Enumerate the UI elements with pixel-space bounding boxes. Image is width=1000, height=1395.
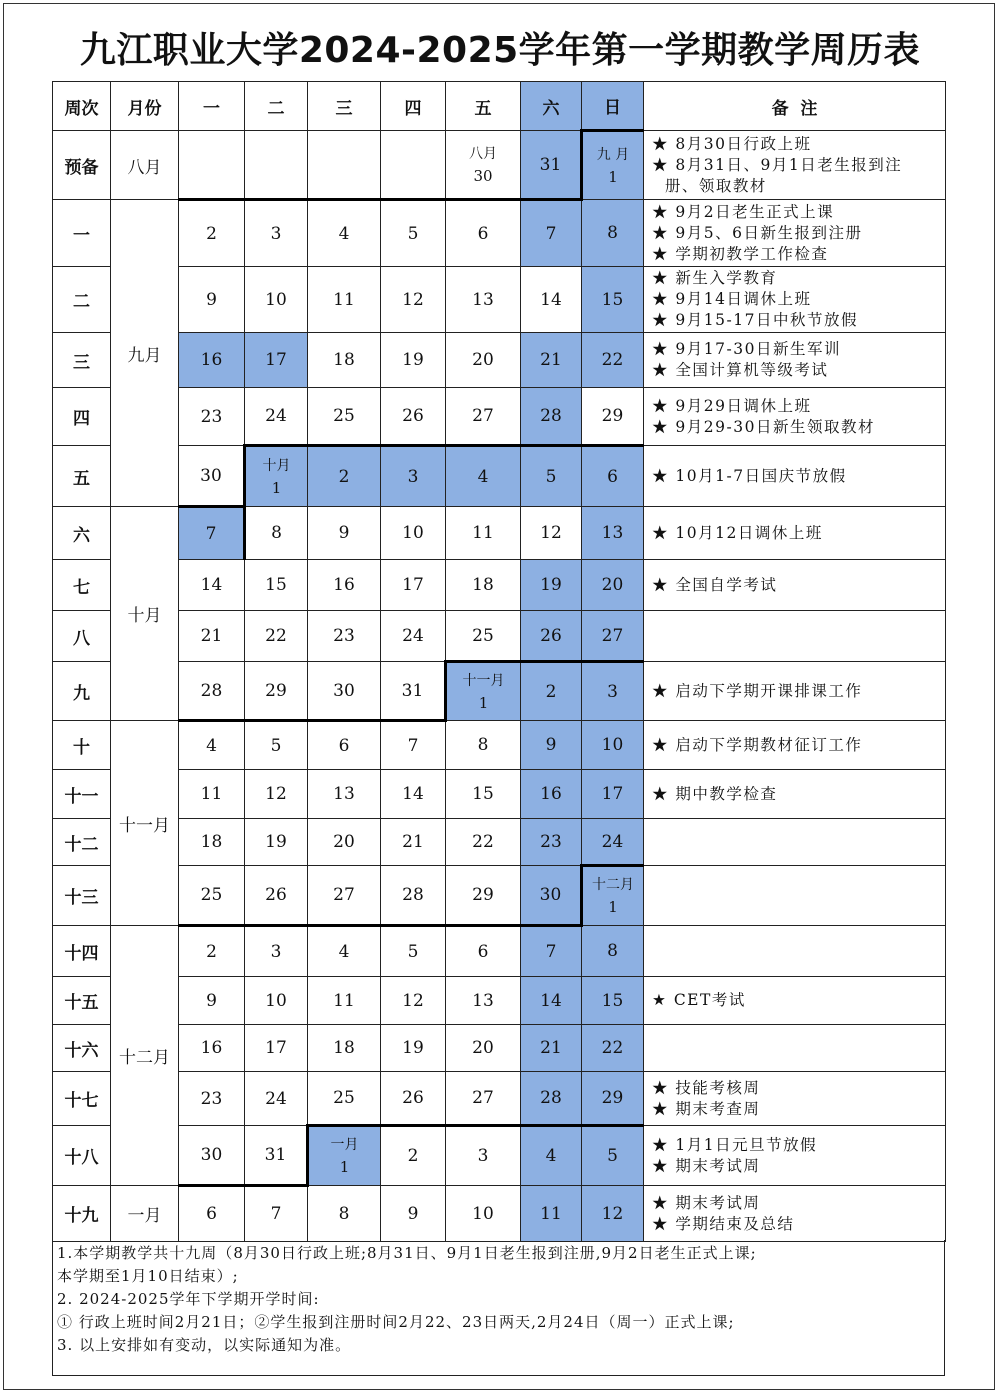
month-start-label: 九 月 [596, 146, 630, 163]
remarks-cell [644, 200, 946, 267]
day-number: 1 [608, 898, 618, 916]
header-row [53, 82, 946, 131]
remarks-cell [644, 662, 946, 721]
week-row [53, 1025, 946, 1072]
week-row [53, 926, 946, 977]
week-row [53, 267, 946, 333]
day-cell: 3 [582, 662, 644, 721]
remark-item: ★ 1月1日元旦节放假 [652, 1135, 818, 1154]
day-number: 1 [339, 1158, 350, 1176]
remarks-cell [644, 333, 946, 388]
remark-item: ★ 全国计算机等级考试 [652, 361, 829, 379]
remark-item: ★ 新生入学教育 [652, 269, 778, 287]
week-row [53, 819, 946, 866]
day-cell: 12 [381, 267, 446, 333]
day-cell: 5 [381, 200, 446, 267]
day-cell: 27 [446, 388, 521, 446]
day-cell: 31 [521, 131, 582, 200]
week-label: 八 [53, 611, 111, 662]
day-cell: 10 [381, 507, 446, 560]
remark-item: ★ 9月2日老生正式上课 [652, 202, 835, 221]
day-cell [582, 131, 644, 200]
day-cell: 16 [179, 333, 245, 388]
week-label: 十 [53, 721, 111, 770]
day-cell [245, 131, 308, 200]
day-cell: 31 [245, 1126, 308, 1186]
day-cell: 14 [521, 977, 582, 1025]
day-cell: 5 [381, 926, 446, 977]
day-cell: 4 [179, 721, 245, 770]
day-cell: 10 [245, 977, 308, 1025]
day-cell: 9 [308, 507, 381, 560]
day-cell: 11 [308, 267, 381, 333]
month-start-label: 十一月 [462, 672, 505, 689]
day-cell: 10 [245, 267, 308, 333]
week-label: 九 [53, 662, 111, 721]
day-cell: 26 [381, 388, 446, 446]
remark-item: ★ 启动下学期教材征订工作 [652, 735, 863, 754]
month-start-label: 一月 [330, 1137, 359, 1153]
day-cell: 30 [521, 866, 582, 926]
day-cell: 30 [308, 662, 381, 721]
remark-item: ★ CET考试 [652, 991, 746, 1009]
day-cell: 28 [179, 662, 245, 721]
remarks-cell [644, 507, 946, 560]
header-tue: 二 [245, 82, 308, 131]
day-cell: 8 [582, 926, 644, 977]
remarks-cell [644, 770, 946, 819]
remarks-cell [644, 1025, 946, 1072]
day-cell: 18 [308, 333, 381, 388]
week-label: 六 [53, 507, 111, 560]
day-cell: 7 [521, 200, 582, 267]
day-cell: 19 [245, 819, 308, 866]
day-cell: 9 [381, 1186, 446, 1242]
week-row [53, 721, 946, 770]
day-cell: 25 [446, 611, 521, 662]
remarks-cell [644, 388, 946, 446]
day-number: 1 [478, 693, 489, 712]
month-label: 十月 [111, 507, 179, 721]
day-cell: 5 [582, 1126, 644, 1186]
day-cell: 13 [582, 507, 644, 560]
week-row [53, 507, 946, 560]
day-cell: 24 [245, 388, 308, 446]
day-cell: 24 [582, 819, 644, 866]
day-cell: 30 [179, 446, 245, 507]
day-cell: 4 [308, 926, 381, 977]
week-row [53, 1186, 946, 1242]
remark-item: ★ 期中教学检查 [652, 784, 778, 803]
week-row [53, 560, 946, 611]
day-cell: 29 [582, 388, 644, 446]
day-cell: 3 [245, 200, 308, 267]
week-label: 十三 [53, 866, 111, 926]
day-cell: 22 [446, 819, 521, 866]
day-cell: 15 [446, 770, 521, 819]
day-cell: 27 [446, 1072, 521, 1126]
day-number: 30 [473, 166, 493, 185]
day-cell: 10 [582, 721, 644, 770]
week-label: 十八 [53, 1126, 111, 1186]
day-cell [381, 131, 446, 200]
week-label: 预备 [53, 131, 111, 200]
remarks-cell [644, 1126, 946, 1186]
month-label: 十二月 [111, 926, 179, 1186]
note-line: 本学期至1月10日结束）; [57, 1267, 239, 1285]
day-cell: 26 [245, 866, 308, 926]
header-remarks: 备 注 [644, 82, 946, 131]
day-cell: 25 [308, 1072, 381, 1126]
day-cell: 28 [521, 388, 582, 446]
month-label: 八月 [111, 131, 179, 200]
week-row [53, 131, 946, 200]
header-sun: 日 [582, 82, 644, 131]
header-wed: 三 [308, 82, 381, 131]
day-cell: 20 [446, 333, 521, 388]
day-cell: 9 [179, 977, 245, 1025]
day-cell [245, 446, 308, 507]
week-row [53, 388, 946, 446]
day-cell: 15 [245, 560, 308, 611]
day-cell: 7 [521, 926, 582, 977]
day-cell: 2 [308, 446, 381, 507]
day-cell: 12 [521, 507, 582, 560]
day-cell: 3 [245, 926, 308, 977]
remarks-cell [644, 131, 946, 200]
remark-item: ★ 9月29-30日新生领取教材 [652, 417, 875, 436]
day-cell: 4 [521, 1126, 582, 1186]
month-start-label: 八月 [469, 145, 497, 162]
day-cell: 13 [446, 267, 521, 333]
remark-item: ★ 9月5、6日新生报到注册 [652, 223, 863, 242]
week-row [53, 611, 946, 662]
day-cell: 22 [245, 611, 308, 662]
day-cell: 16 [179, 1025, 245, 1072]
week-row [53, 1072, 946, 1126]
day-cell: 23 [308, 611, 381, 662]
day-cell [446, 131, 521, 200]
day-cell: 15 [582, 267, 644, 333]
remarks-cell [644, 1186, 946, 1242]
week-row [53, 1126, 946, 1186]
remark-item: ★ 8月31日、9月1日老生报到注 [652, 155, 903, 174]
day-cell: 26 [521, 611, 582, 662]
day-cell: 3 [381, 446, 446, 507]
day-cell: 12 [245, 770, 308, 819]
week-row [53, 662, 946, 721]
day-cell [446, 662, 521, 721]
remarks-cell [644, 560, 946, 611]
week-label: 十七 [53, 1072, 111, 1126]
day-cell: 8 [308, 1186, 381, 1242]
day-cell: 13 [446, 977, 521, 1025]
remark-item: ★ 学期初教学工作检查 [652, 244, 829, 263]
week-row [53, 446, 946, 507]
remarks-cell [644, 267, 946, 333]
header-thu: 四 [381, 82, 446, 131]
day-cell: 3 [446, 1126, 521, 1186]
remarks-cell [644, 721, 946, 770]
day-cell: 11 [308, 977, 381, 1025]
remark-item: ★ 期末考查周 [652, 1099, 761, 1118]
day-cell: 11 [521, 1186, 582, 1242]
remark-item: ★ 10月1-7日国庆节放假 [652, 466, 847, 485]
day-cell: 8 [446, 721, 521, 770]
day-cell: 9 [179, 267, 245, 333]
day-cell: 17 [245, 1025, 308, 1072]
header-mon: 一 [179, 82, 245, 131]
note-line: 1.本学期教学共十九周（8月30日行政上班;8月31日、9月1日老生报到注册,9月2日老生正式上课; [57, 1244, 757, 1262]
week-label: 十五 [53, 977, 111, 1025]
week-label: 十二 [53, 819, 111, 866]
week-row [53, 333, 946, 388]
week-label: 十一 [53, 770, 111, 819]
day-cell [308, 1126, 381, 1186]
day-cell: 24 [381, 611, 446, 662]
remark-item: ★ 学期结束及总结 [652, 1214, 795, 1233]
day-cell: 18 [446, 560, 521, 611]
day-cell: 29 [446, 866, 521, 926]
week-label: 十六 [53, 1025, 111, 1072]
day-cell: 12 [381, 977, 446, 1025]
remark-item: ★ 9月14日调休上班 [652, 290, 812, 308]
day-cell: 6 [179, 1186, 245, 1242]
day-cell: 23 [521, 819, 582, 866]
day-cell: 17 [582, 770, 644, 819]
note-line: 2. 2024-2025学年下学期开学时间: [57, 1290, 320, 1308]
header-month: 月份 [111, 82, 179, 131]
remark-item: ★ 9月15-17日中秋节放假 [652, 311, 858, 329]
day-cell: 6 [582, 446, 644, 507]
day-cell: 18 [308, 1025, 381, 1072]
week-row [53, 770, 946, 819]
day-cell: 25 [308, 388, 381, 446]
day-cell: 17 [381, 560, 446, 611]
remark-item: ★ 期末考试周 [652, 1156, 761, 1175]
month-label: 十一月 [111, 721, 179, 926]
day-cell: 20 [446, 1025, 521, 1072]
day-cell [308, 131, 381, 200]
day-cell: 17 [245, 333, 308, 388]
month-start-label: 十二月 [592, 877, 634, 893]
day-cell: 21 [381, 819, 446, 866]
day-cell: 20 [308, 819, 381, 866]
remarks-cell [644, 977, 946, 1025]
week-label: 十九 [53, 1186, 111, 1242]
notes-box [52, 1240, 945, 1376]
remarks-cell [644, 926, 946, 977]
month-label: 一月 [111, 1186, 179, 1242]
header-sat: 六 [521, 82, 582, 131]
remarks-cell [644, 446, 946, 507]
remark-item: ★ 启动下学期开课排课工作 [652, 681, 863, 700]
day-cell: 13 [308, 770, 381, 819]
remark-item: ★ 8月30日行政上班 [652, 134, 812, 153]
remarks-cell [644, 1072, 946, 1126]
day-cell [179, 131, 245, 200]
day-cell: 14 [179, 560, 245, 611]
day-cell: 27 [308, 866, 381, 926]
day-cell: 8 [582, 200, 644, 267]
remark-item: ★ 期末考试周 [652, 1193, 761, 1212]
day-cell: 2 [381, 1126, 446, 1186]
day-cell: 15 [582, 977, 644, 1025]
remarks-cell [644, 611, 946, 662]
day-cell: 25 [179, 866, 245, 926]
day-cell: 29 [245, 662, 308, 721]
day-cell: 16 [521, 770, 582, 819]
day-cell [582, 866, 644, 926]
day-cell: 28 [381, 866, 446, 926]
day-cell: 14 [521, 267, 582, 333]
day-cell: 27 [582, 611, 644, 662]
remark-item: ★ 全国自学考试 [652, 575, 778, 594]
day-cell: 9 [521, 721, 582, 770]
day-cell: 19 [381, 1025, 446, 1072]
day-cell: 7 [245, 1186, 308, 1242]
day-cell: 28 [521, 1072, 582, 1126]
day-cell: 30 [179, 1126, 245, 1186]
day-cell: 24 [245, 1072, 308, 1126]
day-cell: 16 [308, 560, 381, 611]
day-cell: 7 [381, 721, 446, 770]
remark-item: ★ 10月12日调休上班 [652, 523, 823, 542]
day-cell: 19 [521, 560, 582, 611]
header-fri: 五 [446, 82, 521, 131]
week-label: 十四 [53, 926, 111, 977]
day-cell: 22 [582, 1025, 644, 1072]
day-cell: 21 [521, 1025, 582, 1072]
day-cell: 5 [521, 446, 582, 507]
note-line: ① 行政上班时间2月21日；②学生报到注册时间2月22、23日两天,2月24日（周一）正式上课; [57, 1313, 735, 1331]
remark-item: ★ 技能考核周 [652, 1078, 761, 1097]
week-label: 五 [53, 446, 111, 507]
day-cell: 21 [179, 611, 245, 662]
week-label: 四 [53, 388, 111, 446]
day-cell: 21 [521, 333, 582, 388]
day-cell: 2 [179, 926, 245, 977]
day-cell: 4 [308, 200, 381, 267]
month-label: 九月 [111, 200, 179, 507]
day-cell: 18 [179, 819, 245, 866]
week-row [53, 200, 946, 267]
day-cell: 5 [245, 721, 308, 770]
day-cell: 23 [179, 1072, 245, 1126]
day-cell: 19 [381, 333, 446, 388]
header-week: 周次 [53, 82, 111, 131]
day-number: 1 [271, 478, 282, 497]
day-cell: 11 [446, 507, 521, 560]
remarks-cell [644, 819, 946, 866]
note-line: 3. 以上安排如有变动，以实际通知为准。 [57, 1336, 352, 1354]
day-cell: 8 [245, 507, 308, 560]
week-label: 一 [53, 200, 111, 267]
day-cell: 6 [446, 926, 521, 977]
day-cell: 22 [582, 333, 644, 388]
day-cell: 7 [179, 507, 245, 560]
day-cell: 2 [179, 200, 245, 267]
week-label: 二 [53, 267, 111, 333]
week-row [53, 977, 946, 1025]
day-cell: 14 [381, 770, 446, 819]
remarks-cell [644, 866, 946, 926]
day-cell: 31 [381, 662, 446, 721]
remark-item: ★ 9月17-30日新生军训 [652, 340, 841, 358]
day-cell: 26 [381, 1072, 446, 1126]
day-cell: 2 [521, 662, 582, 721]
remark-item: 册、领取教材 [652, 176, 767, 195]
week-label: 三 [53, 333, 111, 388]
day-cell: 6 [308, 721, 381, 770]
day-cell: 23 [179, 388, 245, 446]
day-cell: 12 [582, 1186, 644, 1242]
page-title: 九江职业大学2024-2025学年第一学期教学周历表 [79, 30, 921, 71]
month-start-label: 十月 [262, 457, 291, 474]
day-cell: 4 [446, 446, 521, 507]
day-cell: 20 [582, 560, 644, 611]
day-cell: 11 [179, 770, 245, 819]
day-cell: 6 [446, 200, 521, 267]
week-label: 七 [53, 560, 111, 611]
day-cell: 29 [582, 1072, 644, 1126]
calendar-table [52, 81, 946, 1242]
day-number: 1 [608, 167, 618, 186]
remark-item: ★ 9月29日调休上班 [652, 396, 812, 415]
day-cell: 10 [446, 1186, 521, 1242]
week-row [53, 866, 946, 926]
